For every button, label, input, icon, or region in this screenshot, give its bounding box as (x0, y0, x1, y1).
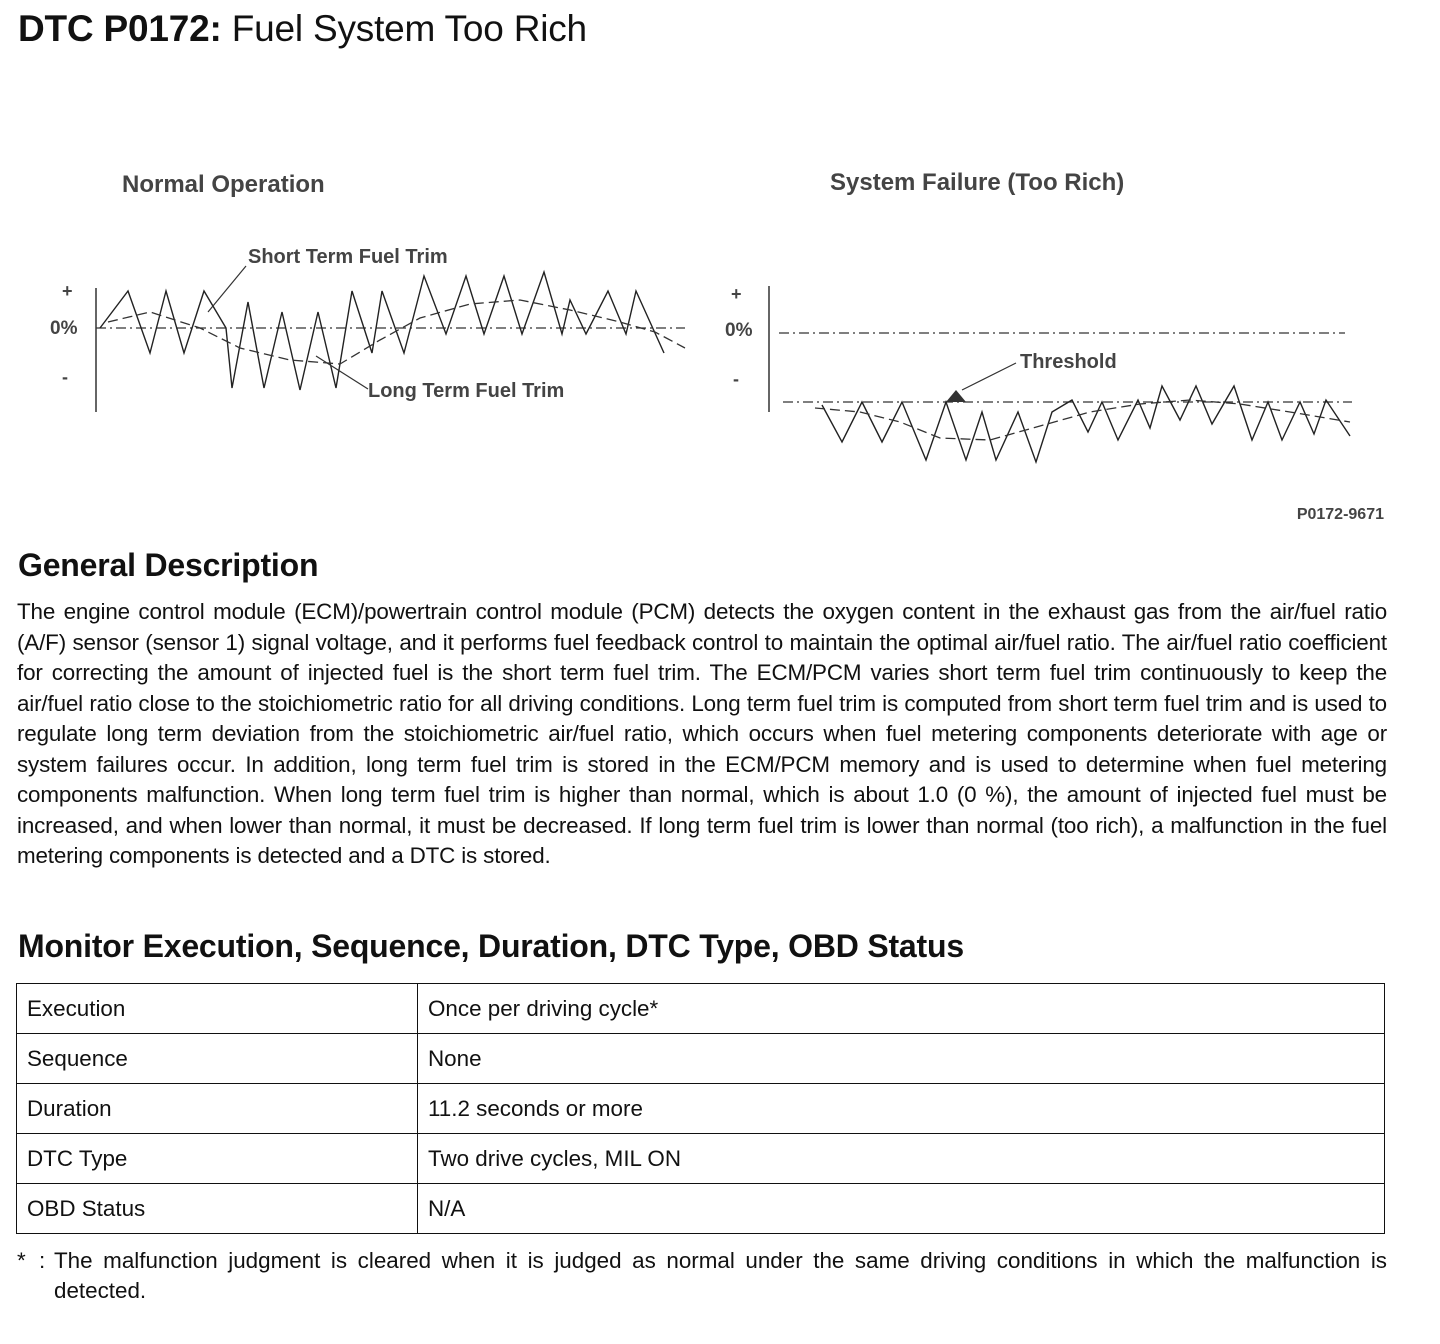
right-plus-label: + (731, 284, 742, 304)
long-term-leader (316, 356, 368, 389)
table-row (17, 1034, 1385, 1084)
row-key: OBD Status (17, 1184, 418, 1234)
row-value: N/A (418, 1184, 1385, 1234)
long-term-label: Long Term Fuel Trim (368, 380, 565, 402)
footnote-separator: : (39, 1248, 46, 1273)
row-key: DTC Type (17, 1134, 418, 1184)
row-value: Once per driving cycle* (418, 984, 1385, 1034)
right-minus-label: - (733, 369, 739, 389)
table-row (17, 984, 1385, 1034)
threshold-arrow-icon (946, 390, 966, 402)
fuel-trim-diagram-svg (0, 150, 1440, 530)
row-value: 11.2 seconds or more (418, 1084, 1385, 1134)
left-zero-label: 0% (50, 318, 78, 339)
row-key: Execution (17, 984, 418, 1034)
left-minus-label: - (62, 367, 68, 387)
threshold-leader (962, 363, 1016, 390)
right-zero-label: 0% (725, 320, 753, 341)
left-plus-label: + (62, 281, 73, 301)
normal-operation-title: Normal Operation (122, 171, 325, 198)
row-key: Sequence (17, 1034, 418, 1084)
threshold-label: Threshold (1020, 351, 1117, 373)
footnote (17, 1246, 1387, 1306)
short-term-label: Short Term Fuel Trim (248, 246, 448, 268)
short-term-leader (208, 266, 246, 312)
row-key: Duration (17, 1084, 418, 1134)
monitor-heading: Monitor Execution, Sequence, Duration, DTC Type, OBD Status (18, 928, 964, 964)
page-title (18, 8, 587, 50)
table-row (17, 1084, 1385, 1134)
fuel-trim-diagram (0, 150, 1440, 530)
row-value: Two drive cycles, MIL ON (418, 1134, 1385, 1184)
general-description-text: The engine control module (ECM)/powertrain control module (PCM) detects the oxygen content in the exhaust gas from the air/fuel ratio (A/F) sensor (sensor 1) signal voltage, and it performs fuel feedback control to maintain the optimal air/fuel ratio. The air/fuel ratio coefficient for correcting the amount of injected fuel is the short term fuel trim. The ECM/PCM varies short term fuel trim continuously to keep the air/fuel ratio close to the stoichiometric ratio for all driving conditions. Long term fuel trim is computed from short term fuel trim and is used to regulate long term deviation from the stoichiometric air/fuel ratio, which occurs when fuel metering components deteriorate with age or system failures occur. In addition, long term fuel trim is stored in the ECM/PCM memory and is used to determine when fuel metering components malfunction. When long term fuel trim is higher than normal, which is about 1.0 (0 %), the amount of injected fuel must be increased, and when lower than normal, it must be decreased. If long term fuel trim is lower than normal (too rich), a malfunction in the fuel metering components is detected and a DTC is stored. (17, 599, 1387, 868)
general-description-heading: General Description (18, 547, 319, 583)
table-row (17, 1184, 1385, 1234)
dtc-name: Fuel System Too Rich (231, 8, 587, 49)
table-row (17, 1134, 1385, 1184)
dtc-code: DTC P0172: (18, 8, 222, 49)
footnote-text: The malfunction judgment is cleared when it is judged as normal under the same driving conditions in which the malfunction is detected. (54, 1248, 1387, 1303)
footnote-marker: * (17, 1248, 26, 1273)
monitor-table (16, 983, 1385, 1234)
figure-id: P0172-9671 (1296, 506, 1384, 523)
row-value: None (418, 1034, 1385, 1084)
system-failure-title: System Failure (Too Rich) (830, 169, 1125, 196)
left-short-term-trace (100, 272, 664, 390)
right-short-term-trace (822, 386, 1350, 462)
